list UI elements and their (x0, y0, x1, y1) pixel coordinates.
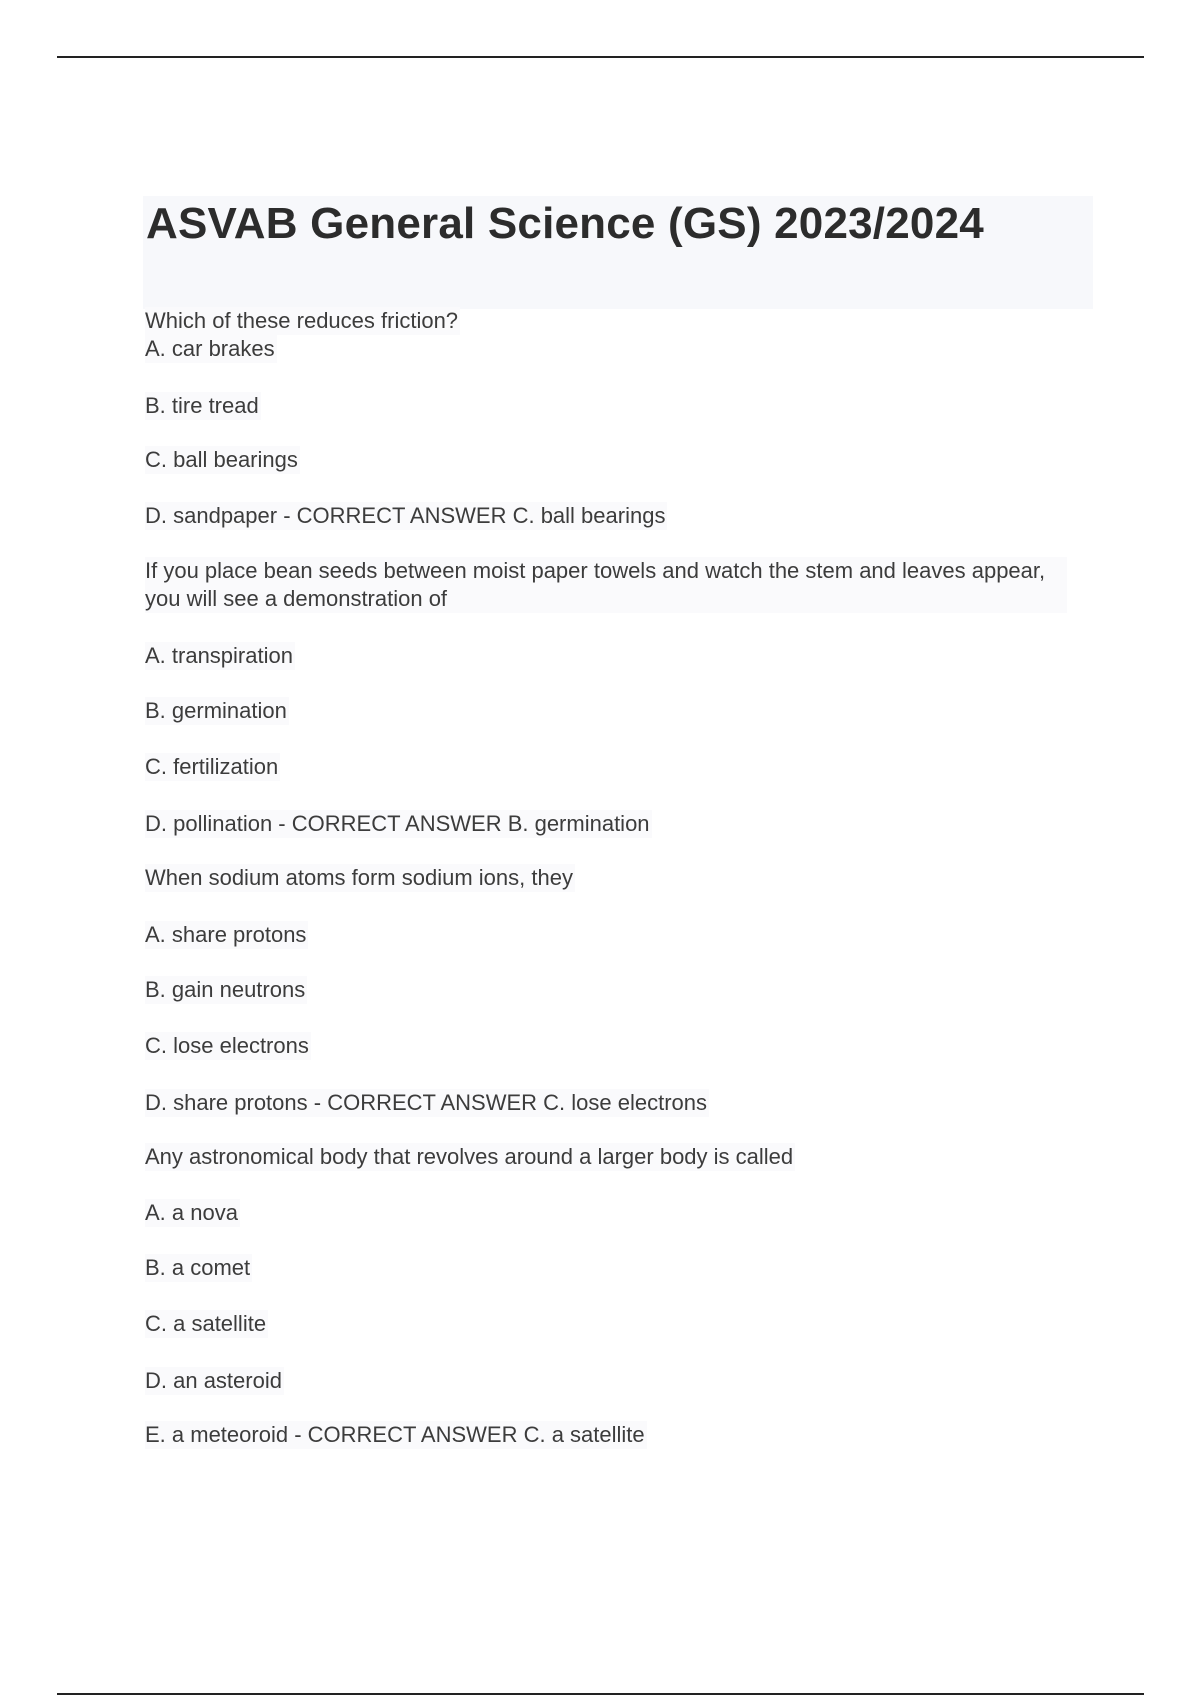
question-1-option-c: C. ball bearings (145, 447, 298, 472)
title-block (143, 196, 1093, 309)
question-2-option-c: C. fertilization (145, 754, 279, 779)
question-1-option-d-answer: D. sandpaper - CORRECT ANSWER C. ball bearings (145, 503, 666, 528)
document-title: ASVAB General Science (GS) 2023/2024 (146, 199, 984, 248)
top-rule (57, 56, 1144, 58)
question-1-prompt: Which of these reduces friction? (145, 308, 459, 333)
bottom-rule (57, 1693, 1144, 1695)
question-4-option-c: C. a satellite (145, 1311, 267, 1336)
question-1-option-b: B. tire tread (145, 393, 259, 418)
question-3-option-a: A. share protons (145, 922, 307, 947)
question-3-option-c: C. lose electrons (145, 1033, 309, 1058)
question-4-option-a: A. a nova (145, 1200, 238, 1225)
question-2-prompt: If you place bean seeds between moist paper towels and watch the stem and leaves appear, you will see a demonstration of (145, 557, 1067, 613)
question-3-option-d-answer: D. share protons - CORRECT ANSWER C. lose electrons (145, 1090, 707, 1115)
question-1-option-a: A. car brakes (145, 336, 275, 361)
question-3-option-b: B. gain neutrons (145, 977, 306, 1002)
question-2-option-d-answer: D. pollination - CORRECT ANSWER B. germination (145, 811, 650, 836)
question-2-option-a: A. transpiration (145, 643, 293, 668)
question-4-option-e-answer: E. a meteoroid - CORRECT ANSWER C. a satellite (145, 1422, 645, 1447)
question-4-option-b: B. a comet (145, 1255, 251, 1280)
question-2-option-b: B. germination (145, 698, 287, 723)
question-4-prompt: Any astronomical body that revolves around a larger body is called (145, 1144, 794, 1169)
question-3-prompt: When sodium atoms form sodium ions, they (145, 865, 573, 890)
question-4-option-d: D. an asteroid (145, 1368, 282, 1393)
